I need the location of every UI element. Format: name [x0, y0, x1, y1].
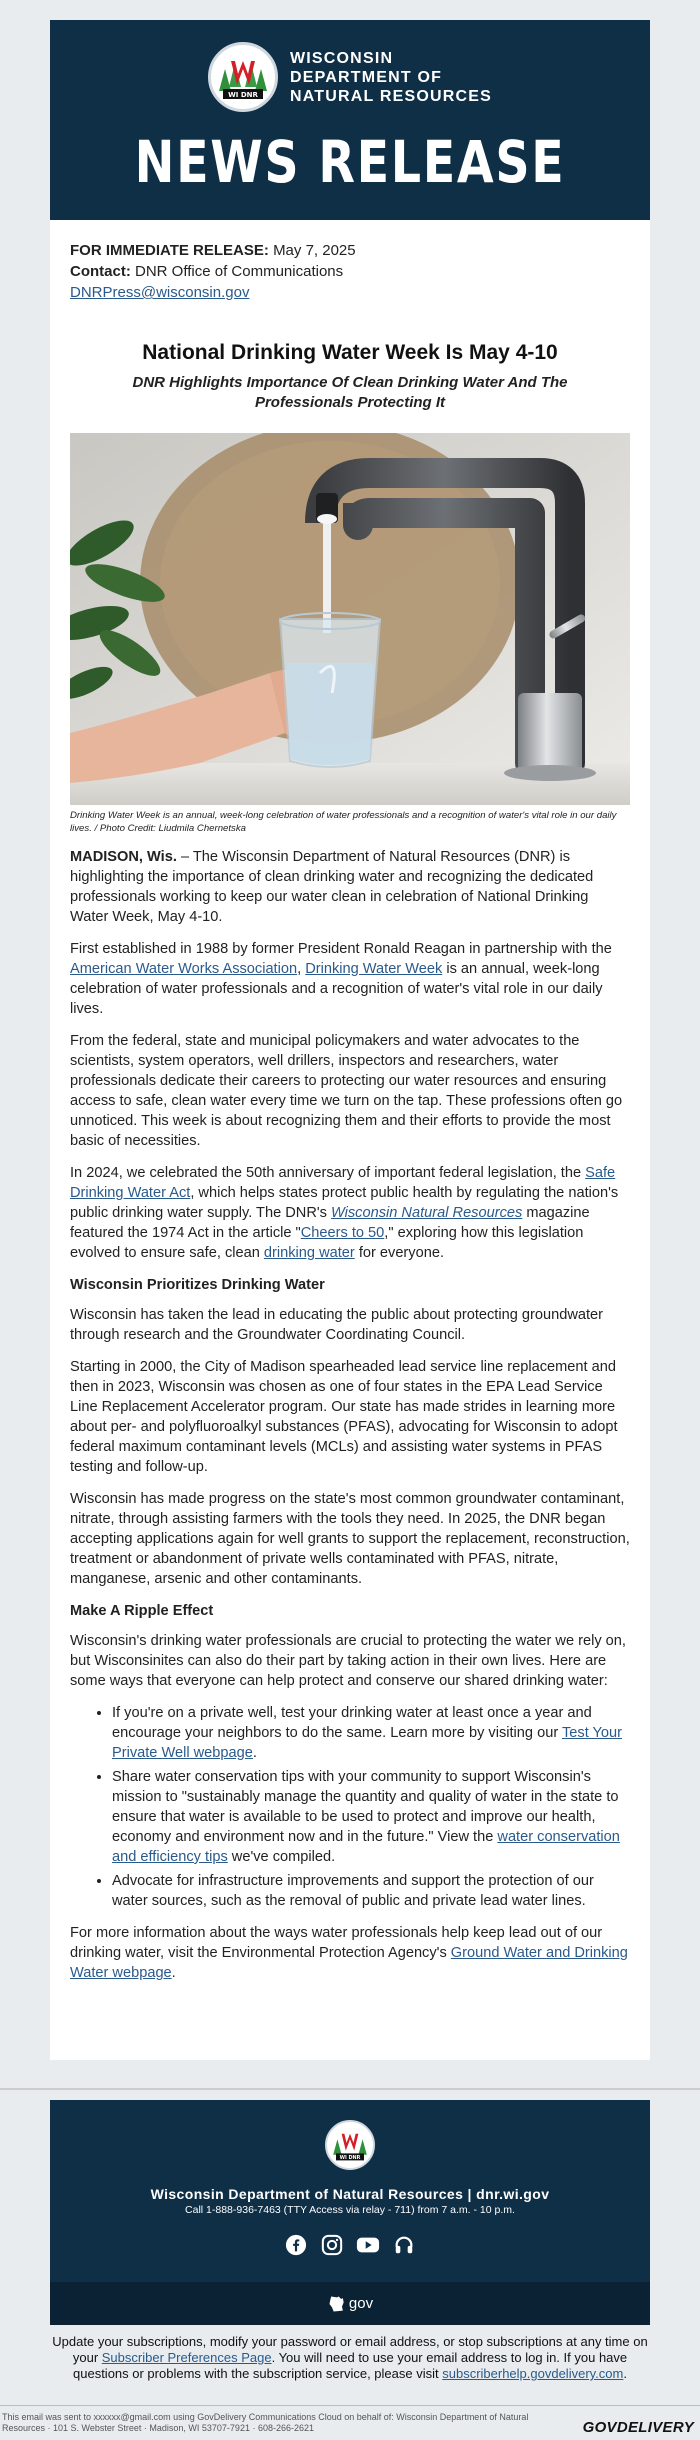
paragraph-4: [70, 1163, 630, 1263]
subscriber-preferences-link[interactable]: Subscriber Preferences Page: [101, 2350, 272, 2365]
podcast-icon[interactable]: [391, 2232, 417, 2258]
instagram-icon[interactable]: [319, 2232, 345, 2258]
p9-text-b: .: [171, 1965, 176, 1981]
footer-org-name[interactable]: Wisconsin Department of Natural Resources | dnr.wi.gov: [150, 2186, 550, 2202]
logo-line-1: WISCONSIN: [289, 49, 394, 67]
logo-line-2: DEPARTMENT OF: [289, 68, 443, 86]
paragraph-2: [70, 939, 630, 1019]
sender-fineprint: This email was sent to xxxxxx@gmail.com using GovDelivery Communications Cloud on behalf of: Wisconsin Department of Natural Resources · 101 S. Webster Street · Madison, WI 53707-7921 · 608-266-2621: [2, 2412, 529, 2433]
p4-text-d: ," exploring how this legislation evolved to ensure safe, clean: [70, 1225, 584, 1261]
action-list: [70, 1703, 630, 1911]
list-item: [112, 1703, 630, 1763]
list-item: [112, 1767, 630, 1867]
p4-text-e: for everyone.: [354, 1245, 444, 1261]
p2-text-b: ,: [297, 961, 306, 977]
wi-gov-bar: [50, 2282, 650, 2325]
svg-text:WI DNR: WI DNR: [228, 91, 258, 99]
contact-name: DNR Office of Communications: [135, 263, 344, 280]
wnr-magazine-link[interactable]: Wisconsin Natural Resources: [331, 1205, 523, 1221]
li1-text-a: If you're on a private well, test your drinking water at least once a year and encourage your neighbors to do the same. Learn more by visiting our: [112, 1705, 592, 1741]
drinking-water-photo[interactable]: [70, 433, 630, 805]
footer: [50, 2100, 650, 2325]
section-divider: [0, 2088, 700, 2090]
li2-text-b: we've compiled.: [227, 1849, 336, 1865]
paragraph-3: From the federal, state and municipal policymakers and water advocates to the scientists, system operators, well drillers, inspectors and researchers, water professionals dedicate their careers to protecting our water resources and ensuring access to safe, clean water every time we turn on the tap. These professions often go unnoticed. This week is about recognizing them and their efforts to provide the most basic of necessities.: [70, 1033, 623, 1149]
paragraph-5: Wisconsin has taken the lead in educating the public about protecting groundwater through research and the Groundwater Coordinating Council.: [70, 1307, 604, 1343]
paragraph-1: [70, 847, 630, 927]
p4-text-b: , which helps states protect public health by regulating the nation's public drinking water supply. The DNR's: [70, 1185, 619, 1221]
govdelivery-logo[interactable]: GOVDELIVERY: [582, 2419, 694, 2436]
social-links: [50, 2232, 650, 2258]
section-heading-prioritizes: Wisconsin Prioritizes Drinking Water: [70, 1277, 325, 1293]
facebook-icon[interactable]: [283, 2232, 309, 2258]
subscription-notice: [50, 2334, 650, 2382]
paragraph-9: [70, 1923, 630, 1983]
p4-text-c: magazine featured the 1974 Act in the article ": [70, 1205, 590, 1241]
footer-phone: Call 1-888-936-7463 (TTY Access via relay - 711) from 7 a.m. - 10 p.m.: [185, 2204, 515, 2216]
logo-line-3: NATURAL RESOURCES: [289, 87, 493, 105]
news-release-title: NEWS RELEASE: [134, 128, 566, 196]
release-meta: [70, 240, 630, 303]
li2-text-a: Share water conservation tips with your community to support Wisconsin's mission to "sustainably manage the quantity and quality of water in the state to ensure that water is available to be used to protect and improve our health, economy and environment now and in the future." View the: [112, 1769, 619, 1845]
safe-drinking-water-act-link[interactable]: Safe Drinking Water Act: [70, 1165, 616, 1201]
footer-dnr-logo[interactable]: [325, 2120, 375, 2170]
p2-text-c: is an annual, week-long celebration of water professionals and a recognition of water's vital role in our daily lives.: [70, 961, 603, 1017]
test-private-well-link[interactable]: Test Your Private Well webpage: [112, 1725, 623, 1761]
bottom-divider: [0, 2405, 700, 2406]
drinking-water-week-link[interactable]: Drinking Water Week: [305, 961, 443, 977]
release-label: FOR IMMEDIATE RELEASE:: [70, 242, 269, 259]
paragraph-6: Starting in 2000, the City of Madison spearheaded lead service line replacement and then in 2023, Wisconsin was chosen as one of four states in the EPA Lead Service Line Replacement Accelerator program. Our state has made strides in learning more about per- and polyfluoroalkyl substances (PFAS), advocating for Wisconsin to adopt federal maximum contaminant levels (MCLs) and assisting water systems in PFAS testing and follow-up.: [70, 1359, 618, 1475]
p9-text-a: For more information about the ways water professionals help keep lead out of our drinking water, visit the Environmental Protection Agency's: [70, 1925, 603, 1961]
dateline: MADISON, Wis.: [70, 849, 177, 865]
youtube-icon[interactable]: [355, 2232, 381, 2258]
dnr-logo[interactable]: [50, 42, 650, 112]
wisconsin-state-icon: [327, 2294, 347, 2314]
article-body: [70, 847, 630, 1983]
subs-text-a: Update your subscriptions, modify your password or email address, or stop subscriptions at any time on your: [52, 2334, 648, 2365]
paragraph-8: Wisconsin's drinking water professionals are crucial to protecting the water we rely on, but Wisconsinites can also do their part by taking action in their own lives. Here are some ways that everyone can help protect and conserve our shared drinking water:: [70, 1633, 626, 1689]
dnr-logo-text: [290, 49, 492, 106]
epa-ground-water-link[interactable]: Ground Water and Drinking Water webpage: [70, 1945, 628, 1981]
contact-label: Contact:: [70, 263, 131, 280]
wi-gov-label[interactable]: gov: [348, 2295, 374, 2312]
paragraph-7: Wisconsin has made progress on the state's most common groundwater contaminant, nitrate, through assisting farmers with the tools they need. In 2025, the DNR began accepting applications again for well grants to support the replacement, reconstruction, treatment or abandonment of private wells contaminated with PFAS, nitrate, manganese, arsenic and other contaminants.: [70, 1491, 630, 1587]
release-date: May 7, 2025: [273, 242, 356, 259]
header-banner: [50, 20, 650, 220]
footer-dnr-logo-icon: [329, 2124, 371, 2166]
awwa-link[interactable]: American Water Works Association: [70, 961, 298, 977]
section-heading-ripple: Make A Ripple Effect: [70, 1603, 214, 1619]
subs-text-b: . You will need to use your email address to log in. If you have questions or problems with the subscription service, please visit: [73, 2350, 628, 2381]
p2-text-a: First established in 1988 by former President Ronald Reagan in partnership with the: [70, 941, 612, 957]
headline: National Drinking Water Week Is May 4-10: [142, 341, 558, 364]
news-release-card: [50, 20, 650, 2060]
li1-text-b: .: [252, 1745, 257, 1761]
contact-email-link[interactable]: DNRPress@wisconsin.gov: [70, 284, 250, 301]
subs-text-c: .: [623, 2366, 627, 2381]
cheers-to-50-link[interactable]: Cheers to 50: [300, 1225, 385, 1241]
water-conservation-tips-link[interactable]: water conservation and efficiency tips: [112, 1829, 620, 1865]
subscriber-help-link[interactable]: subscriberhelp.govdelivery.com: [442, 2366, 624, 2381]
photo-caption: Drinking Water Week is an annual, week-long celebration of water professionals and a recognition of water's vital role in our daily lives. / Photo Credit: Liudmila Chernetska: [70, 810, 617, 834]
subheadline: DNR Highlights Importance Of Clean Drinking Water And The Professionals Protecting It: [132, 374, 568, 411]
list-item: • Advocate for infrastructure improvements and support the protection of our water sources, such as the removal of public and private lead water lines.: [112, 1871, 630, 1911]
release-content: [50, 240, 650, 1983]
dnr-logo-mark: [208, 42, 278, 112]
dnr-logo-icon: [213, 47, 273, 107]
svg-text:WI DNR: WI DNR: [339, 2155, 361, 2161]
p4-text-a: In 2024, we celebrated the 50th anniversary of important federal legislation, the: [70, 1165, 586, 1181]
drinking-water-link[interactable]: drinking water: [263, 1245, 355, 1261]
paragraph-1-text: – The Wisconsin Department of Natural Resources (DNR) is highlighting the importance of clean drinking water and recognizing the dedicated professionals working to keep our water clean in celebration of National Drinking Water Week, May 4-10.: [70, 849, 594, 925]
